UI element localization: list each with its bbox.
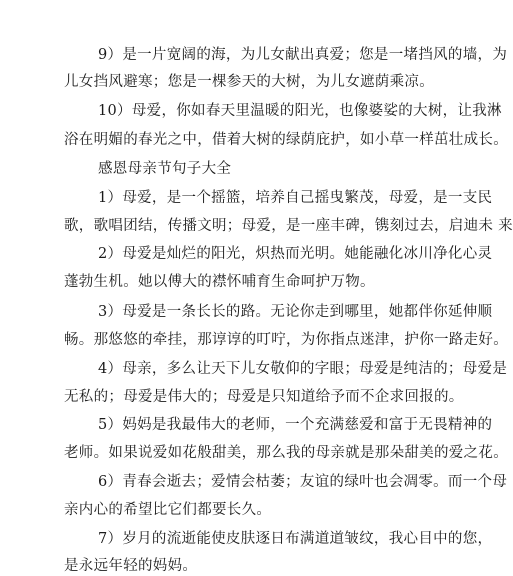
text-line-4-a: 4）母亲，多么让天下儿女敬仰的字眼；母爱是纯洁的；母爱是 (98, 361, 508, 377)
text-line-10-a: 10）母爱，你如春天里温暖的阳光，也像婆娑的大树，让我淋 (98, 103, 502, 119)
text-line-7-b: 是永远年轻的妈妈。 (64, 558, 198, 574)
text-line-1-a: 1）母爱，是一个摇篮，培养自己摇曳繁茂，母爱，是一支民 (98, 190, 493, 206)
text-line-1-b: 歌，歌唱团结，传播文明；母爱，是一座丰碑，镌刻过去，启迪未 来 (64, 218, 513, 234)
section-heading: 感恩母亲节句子大全 (98, 161, 232, 177)
text-line-3-b: 畅。那悠悠的牵挂，那谆谆的叮咛，为你指点迷津，护你一路走好。 (64, 332, 508, 348)
text-line-9-b: 儿女挡风避寒；您是一棵参天的大树，为儿女遮荫乘凉。 (64, 74, 434, 90)
text-line-6-a: 6）青春会逝去；爱情会枯萎；友谊的绿叶也会凋零。而一个母 (98, 474, 508, 490)
text-line-10-b: 浴在明媚的春光之中，借着大树的绿荫庇护，如小草一样茁壮成长。 (64, 132, 508, 148)
text-line-9-a: 9）是一片宽阔的海，为儿女献出真爱；您是一堵挡风的墙，为 (98, 47, 508, 63)
text-line-2-b: 蓬勃生机。她以傅大的襟怀哺育生命呵护万物。 (64, 274, 375, 290)
text-line-4-b: 无私的；母爱是伟大的；母爱是只知道给予而不企求回报的。 (64, 389, 464, 405)
text-line-7-a: 7）岁月的流逝能使皮肤逐日布满道道皱纹，我心目中的您， (98, 531, 493, 547)
text-line-3-a: 3）母爱是一条长长的路。无论你走到哪里，她都伴你延伸顺 (98, 304, 493, 320)
text-line-6-b: 亲内心的希望比它们都要长久。 (64, 502, 272, 518)
text-line-2-a: 2）母爱是灿烂的阳光，炽热而光明。她能融化冰川净化心灵 (98, 246, 493, 262)
text-line-5-b: 老师。如果说爱如花般甜美，那么我的母亲就是那朵甜美的爱之花。 (64, 445, 508, 461)
text-line-5-a: 5）妈妈是我最伟大的老师，一个充满慈爱和富于无畏精神的 (98, 417, 493, 433)
